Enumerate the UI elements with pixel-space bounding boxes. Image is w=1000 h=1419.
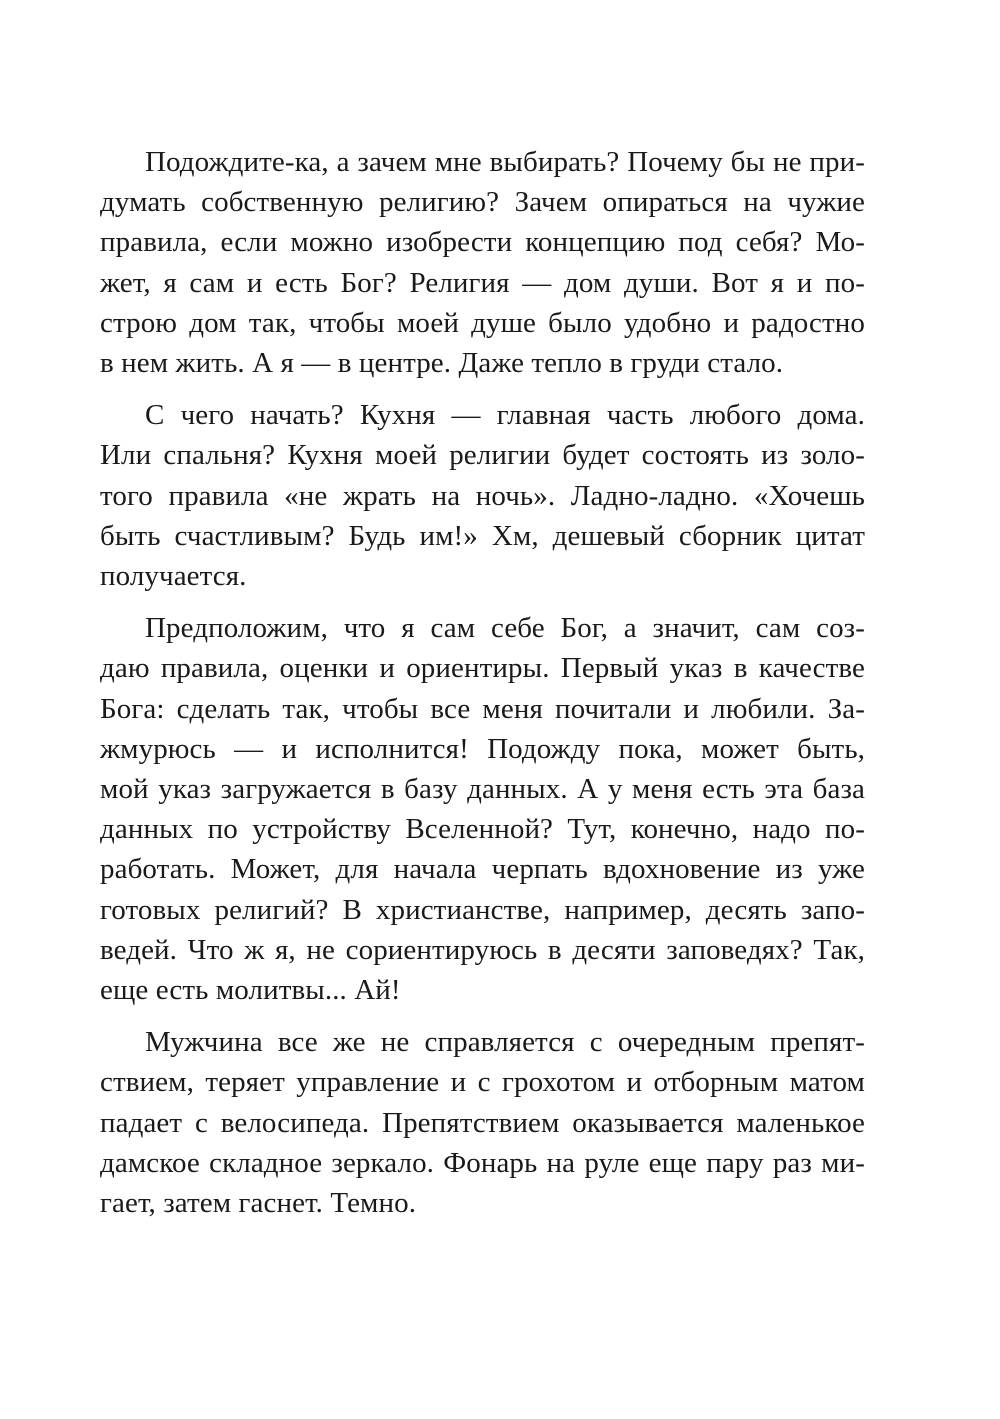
text-line: жет, я сам и есть Бог? Религия — дом души. Вот я и по- — [100, 266, 865, 299]
text-line: дамское складное зеркало. Фонарь на руле еще пару раз ми- — [100, 1146, 865, 1179]
text-line: Бога: сделать так, чтобы все меня почитали и любили. За- — [100, 692, 865, 725]
text-line: ведей. Что ж я, не сориентируюсь в десяти заповедях? Так, — [100, 933, 865, 966]
text-line: Подождите-ка, а зачем мне выбирать? Почему бы не при- — [145, 146, 865, 178]
text-line: Или спальня? Кухня моей религии будет состоять из золо- — [100, 439, 865, 472]
page-body — [100, 142, 865, 1235]
text-line: еще есть молитвы... Ай! — [100, 974, 401, 1007]
text-line: данных по устройству Вселенной? Тут, конечно, надо по- — [100, 813, 865, 846]
text-line: готовых религий? В христианстве, например, десять запо- — [100, 893, 865, 926]
text-line: того правила «не жрать на ночь». Ладно-ладно. «Хочешь — [100, 479, 865, 512]
text-line: С чего начать? Кухня — главная часть любого дома. — [145, 399, 865, 432]
text-line: получается. — [100, 560, 247, 593]
text-line: падает с велосипеда. Препятствием оказывается маленькое — [100, 1106, 865, 1139]
text-line: быть счастливым? Будь им!» Хм, дешевый сборник цитат — [100, 519, 865, 552]
paragraph-4 — [100, 1022, 865, 1223]
text-line: ствием, теряет управление и с грохотом и отборным матом — [100, 1066, 865, 1099]
text-line: жмурюсь — и исполнится! Подожду пока, может быть, — [100, 732, 865, 765]
text-line: работать. Может, для начала черпать вдохновение из уже — [100, 853, 865, 886]
text-line: в нем жить. А я — в центре. Даже тепло в груди стало. — [100, 347, 784, 380]
text-line: думать собственную религию? Зачем опираться на чужие — [100, 186, 865, 219]
text-line: правила, если можно изобрести концепцию под себя? Мо- — [100, 226, 865, 259]
text-line: Предположим, что я сам себе Бог, а значит, сам соз- — [145, 612, 865, 645]
paragraph-2 — [100, 395, 865, 596]
text-line: мой указ загружается в базу данных. А у меня есть эта база — [100, 773, 865, 806]
text-line: Мужчина все же не справляется с очередным препят- — [145, 1026, 865, 1059]
paragraph-3 — [100, 608, 865, 1010]
text-line: строю дом так, чтобы моей душе было удобно и радостно — [100, 306, 865, 339]
paragraph-1 — [100, 142, 865, 383]
text-line: гает, затем гаснет. Темно. — [100, 1187, 417, 1220]
text-line: даю правила, оценки и ориентиры. Первый указ в качестве — [100, 652, 865, 685]
